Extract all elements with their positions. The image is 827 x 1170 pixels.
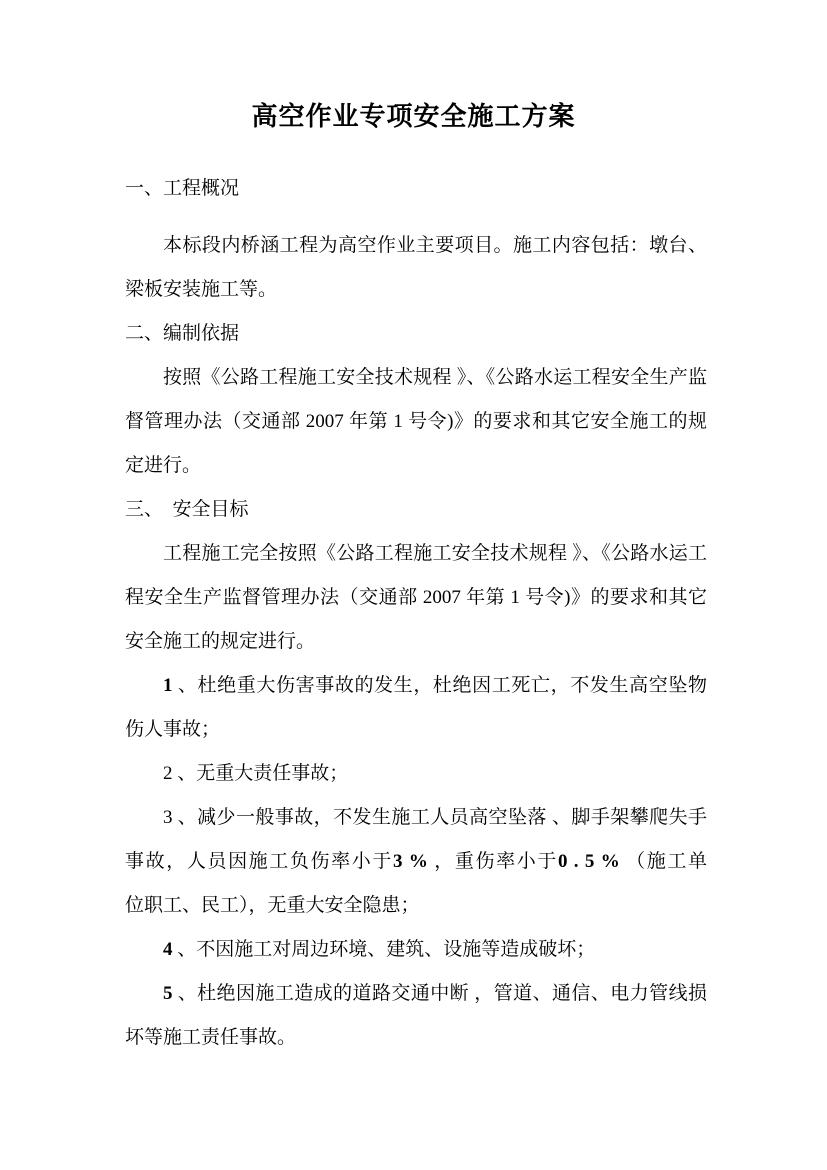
text-segment: 坏等施工责任事故。	[125, 1027, 297, 1048]
text-segment: 4	[163, 939, 178, 960]
text-line	[125, 224, 707, 268]
text-line	[125, 400, 707, 444]
text-line	[125, 268, 707, 312]
text-line	[125, 576, 707, 620]
text-line	[125, 928, 707, 972]
text-line	[125, 444, 707, 488]
text-segment: 梁板安装施工等。	[125, 279, 278, 300]
document-title: 高空作业专项安全施工方案	[251, 102, 576, 131]
text-segment: 1	[163, 675, 178, 696]
text-segment: 定进行。	[125, 455, 202, 476]
text-line	[125, 752, 707, 796]
text-line	[125, 972, 707, 1016]
document-body	[125, 167, 707, 1060]
text-segment: 程安全生产监督管理办法（交通部 2007 年第 1 号令)》的要求和其它	[125, 587, 707, 608]
section-heading	[125, 167, 707, 211]
section-heading	[125, 488, 707, 532]
text-segment: 、不因施工对周边环境、建筑、设施等造成破坏；	[177, 939, 596, 960]
text-segment: 工程施工完全按照《公路工程施工安全技术规程 》、《公路水运工	[163, 543, 707, 564]
text-segment: 一、工程概况	[125, 178, 240, 199]
text-segment: 2 、无重大责任事故；	[163, 763, 349, 784]
text-segment: 位职工、民工），无重大安全隐患；	[125, 895, 420, 916]
text-segment: 5	[163, 983, 178, 1004]
text-segment: 二、编制依据	[125, 323, 240, 344]
text-line	[125, 620, 707, 664]
text-segment: 伤人事故；	[125, 719, 221, 740]
text-line	[125, 356, 707, 400]
text-line	[125, 532, 707, 576]
text-line	[125, 884, 707, 928]
text-segment: 三、 安全目标	[125, 499, 249, 520]
text-line	[125, 708, 707, 752]
text-segment: 3 %	[393, 851, 428, 872]
text-segment: 安全施工的规定进行。	[125, 631, 316, 652]
text-segment: 、杜绝重大伤害事故的发生，杜绝因工死亡，不发生高空坠物	[177, 675, 707, 696]
text-line	[125, 840, 707, 884]
text-segment: 督管理办法（交通部 2007 年第 1 号令)》的要求和其它安全施工的规	[125, 411, 707, 432]
text-segment: 按照《公路工程施工安全技术规程 》、《公路水运工程安全生产监	[163, 367, 707, 388]
section-heading	[125, 312, 707, 356]
text-line	[125, 664, 707, 708]
text-line	[125, 796, 707, 840]
text-segment: 0 . 5 %	[557, 851, 620, 872]
text-segment: 3 、减少一般事故，不发生施工人员高空坠落 、脚手架攀爬失手	[163, 807, 707, 828]
text-segment: （施工单	[619, 851, 707, 872]
text-segment: 、杜绝因施工造成的道路交通中断 ，管道、通信、电力管线损	[177, 983, 707, 1004]
text-line	[125, 1016, 707, 1060]
text-segment: 事故，人员因施工负伤率小于	[125, 851, 393, 872]
text-segment: 本标段内桥涵工程为高空作业主要项目。施工内容包括：墩台、	[163, 235, 707, 256]
text-segment: ，重伤率小于	[427, 851, 558, 872]
